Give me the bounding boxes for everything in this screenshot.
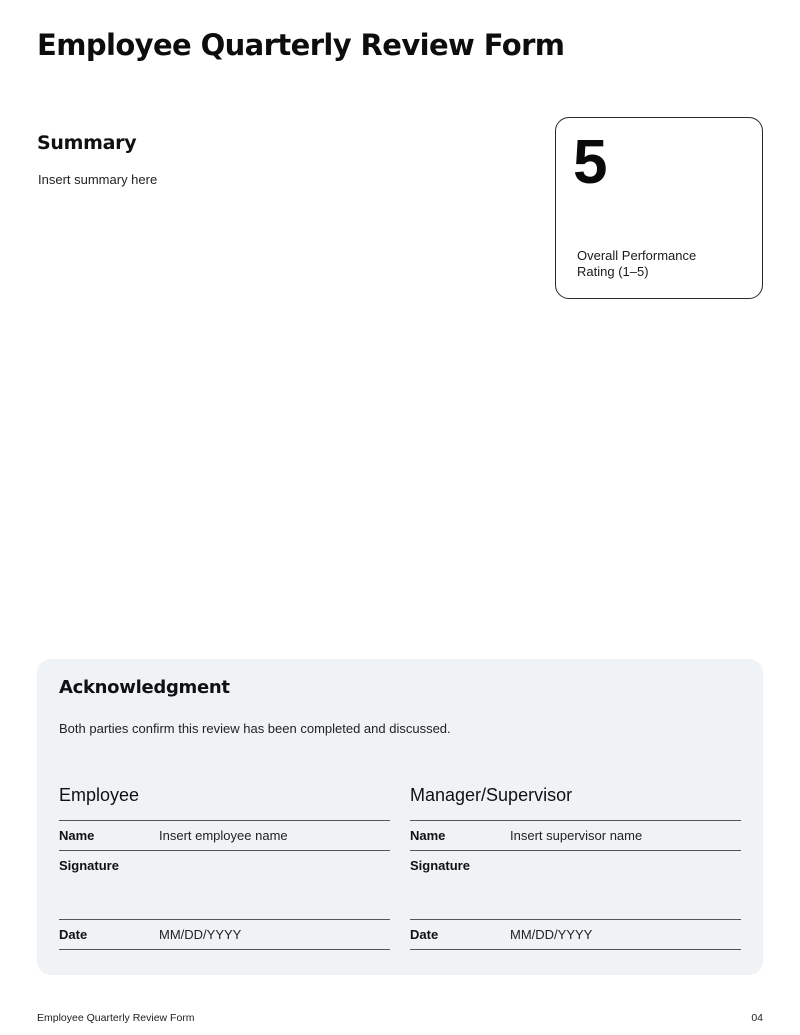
manager-signature-label: Signature	[410, 858, 470, 873]
employee-name-field[interactable]: Insert employee name	[159, 828, 288, 843]
summary-heading: Summary	[37, 132, 137, 154]
rating-value: 5	[573, 128, 608, 197]
employee-name-row	[59, 821, 390, 851]
employee-title: Employee	[59, 783, 390, 821]
page-number: 04	[751, 1012, 763, 1024]
employee-date-row	[59, 920, 390, 950]
manager-date-row	[410, 920, 741, 950]
summary-text: Insert summary here	[38, 172, 158, 187]
employee-signature-field[interactable]	[59, 851, 390, 920]
manager-name-row	[410, 821, 741, 851]
employee-signature-label: Signature	[59, 858, 119, 873]
manager-signature-field[interactable]	[410, 851, 741, 920]
manager-date-field[interactable]: MM/DD/YYYY	[510, 927, 593, 942]
employee-date-label: Date	[59, 927, 88, 942]
employee-section	[59, 783, 390, 950]
manager-name-label: Name	[410, 828, 446, 843]
manager-date-label: Date	[410, 927, 439, 942]
manager-section	[410, 783, 741, 950]
rating-card	[555, 117, 763, 299]
page-title: Employee Quarterly Review Form	[37, 28, 565, 62]
manager-title: Manager/Supervisor	[410, 783, 741, 821]
employee-date-field[interactable]: MM/DD/YYYY	[159, 927, 242, 942]
rating-label: Overall Performance Rating (1–5)	[577, 248, 697, 279]
footer-title: Employee Quarterly Review Form	[37, 1012, 195, 1024]
acknowledgment-text: Both parties confirm this review has been completed and discussed.	[59, 721, 451, 736]
acknowledgment-heading: Acknowledgment	[59, 677, 230, 698]
employee-name-label: Name	[59, 828, 95, 843]
acknowledgment-panel	[37, 659, 763, 975]
manager-name-field[interactable]: Insert supervisor name	[510, 828, 643, 843]
